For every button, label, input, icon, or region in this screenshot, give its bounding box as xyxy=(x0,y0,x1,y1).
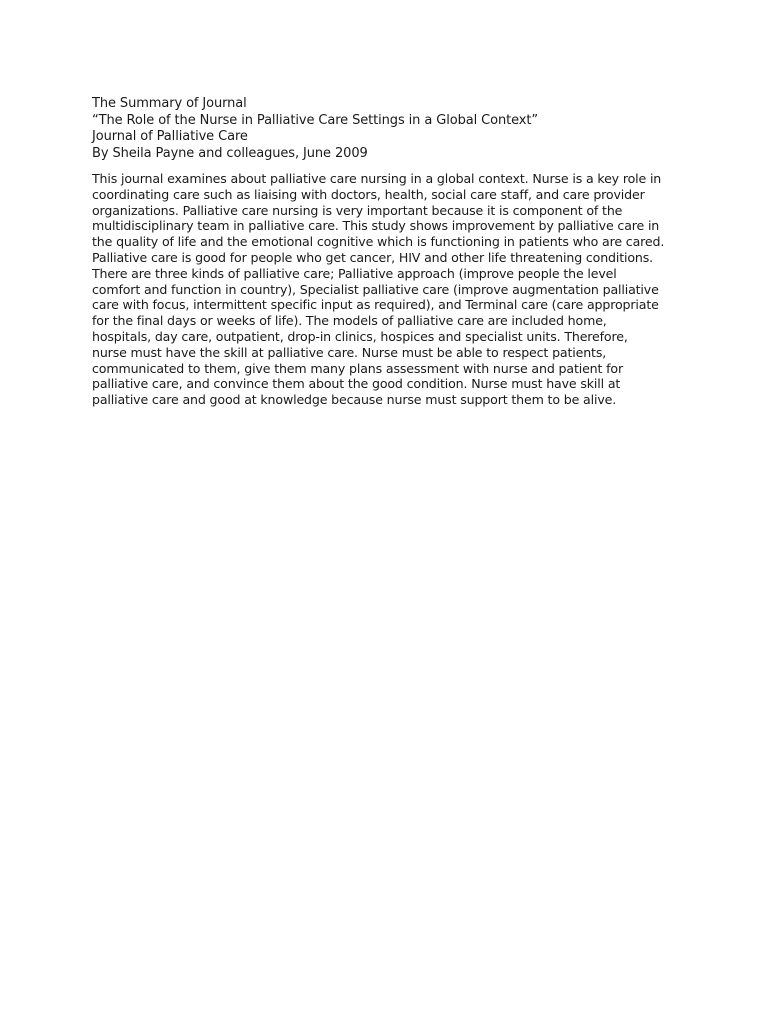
paragraph-line: There are three kinds of palliative care; Palliative approach (improve people the level xyxy=(92,265,617,281)
paragraph-line: This journal examines about palliative care nursing in a global context. Nurse is a key role in xyxy=(92,171,662,186)
paragraph-line: palliative care, and convince them about the good condition. Nurse must have skill at xyxy=(92,376,621,392)
summary-paragraph xyxy=(92,171,684,408)
paragraph-line: for the final days or weeks of life). The models of palliative care are included home, xyxy=(92,313,607,329)
paragraph-line: palliative care and good at knowledge because nurse must support them to be alive. xyxy=(92,392,617,408)
author-date-line: By Sheila Payne and colleagues, June 2009 xyxy=(92,145,368,161)
document-header xyxy=(92,96,684,162)
paragraph-line: care with focus, intermittent specific input as required), and Terminal care (care appropriate xyxy=(92,297,659,313)
summary-title: The Summary of Journal xyxy=(92,96,247,111)
paragraph-line: Palliative care is good for people who get cancer, HIV and other life threatening conditions. xyxy=(92,249,654,265)
paragraph-line: communicated to them, give them many plans assessment with nurse and patient for xyxy=(92,360,624,376)
paragraph-line: multidisciplinary team in palliative care. This study shows improvement by palliative care in xyxy=(92,218,660,234)
paragraph-line: organizations. Palliative care nursing is very important because it is component of the xyxy=(92,202,623,218)
document-content xyxy=(92,96,684,408)
article-title: “The Role of the Nurse in Palliative Care Settings in a Global Context” xyxy=(92,112,539,128)
paragraph-line: nurse must have the skill at palliative care. Nurse must be able to respect patients, xyxy=(92,344,607,360)
paragraph-line: the quality of life and the emotional cognitive which is functioning in patients who are cared. xyxy=(92,234,665,250)
paragraph-line: comfort and function in country), Specialist palliative care (improve augmentation palliative xyxy=(92,281,659,297)
paragraph-line: coordinating care such as liaising with doctors, health, social care staff, and care provider xyxy=(92,186,645,202)
paragraph-line: hospitals, day care, outpatient, drop-in clinics, hospices and specialist units. Therefore, xyxy=(92,328,628,344)
journal-name: Journal of Palliative Care xyxy=(92,129,248,144)
